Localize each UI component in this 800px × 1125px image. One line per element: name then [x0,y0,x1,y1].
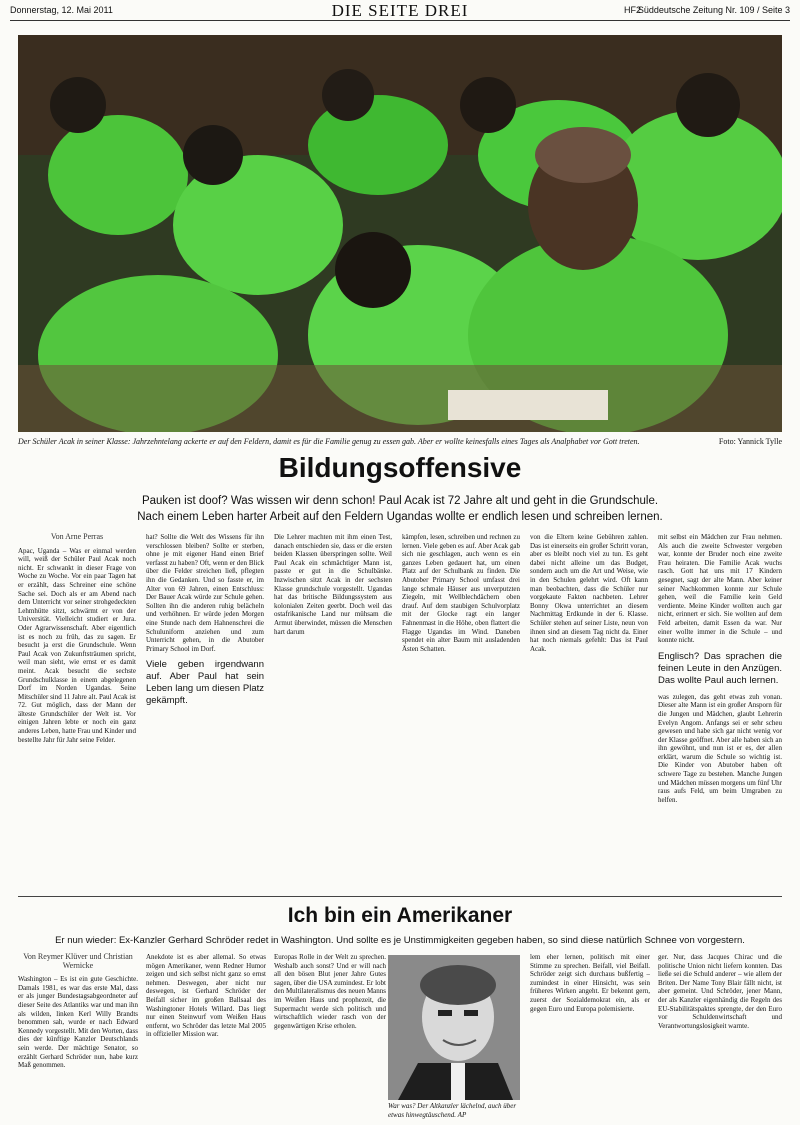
article-column-text: von die Eltern keine Gebühren zahlen. Das ist einerseits ein großer Schritt voran, aber es bleibt noch viel zu tun. Es geht dabei nicht alleine um das Budget, sondern auch um die Art und Weise, wie in den Schulen gelehrt wird. Oft kann man beobachten, dass die Schüler nur vorgekaute Fakten nachbeten. Lehrer Bonny Okwa unterrichtet an diesem Nachmittag Erdkunde in der 6. Klasse. Schüler stehen auf seiner Liste, neun von ihnen sind an diesem Tag nicht da. Einer hat noch niemals gefehlt: Das ist Paul Acak. [530,533,648,653]
article-column [658,533,782,888]
second-article-byline: Von Reymer Klüver und Christian Wernicke [23,953,133,970]
classroom-photo-illustration [18,35,782,432]
article-column [402,533,520,888]
article-column-text: mit selbst ein Mädchen zur Frau nehmen. Als auch die zweite Schwester vergeben war, konnte der Bruder noch eine zweite Frau heiraten. Die Familie Acak wuchs rasch. Gott hat uns mit 17 Kindern gesegnet, sagt der alte Mann. Aber keiner seiner Nachkommen konnte zur Schule gehen, weil die Familie kein Geld verdiente. Meine Kinder wollten auch gar nicht, erinnert er sich. Sie wollten auf dem Feld arbeiten, damit Essen da war. Nur einer wollte immer in die Schule – und konnte nicht. [658,533,782,645]
edition-code: HF2 [624,5,642,15]
article-column [274,953,386,1121]
article-column-text: hat? Sollte die Welt des Wissens für ihn verschlossen bleiben? Sollte er sterben, ohne je mit eigener Hand einen Brief verfasst zu haben? Oft, wenn er den Blick über die Felder streichen ließ, pflegten ihn die Gedanken. Und so fasste er, im Alter von 69 Jahren, einen Entschluss: Der Bauer Acak würde zur Schule gehen. Sollten ihn die anderen ruhig belächeln und verhöhnen. Er würde jeden Morgen eine Stunde nach dem Hahnenschrei die Schuluniform anziehen und zum Unterricht gehen, in die Abutober Primary School im Dorf. [146,533,264,653]
article-column-text: kämpfen, lesen, schreiben und rechnen zu lernen. Viele geben es auf. Aber Acak gab sich nie geschlagen, auch wenn es ein ganzes Leben gedauert hat, um einen Platz auf der Schulbank zu finden. Die Abutober Primary School umfasst drei lange schmale Häuser aus unverputzten Ziegeln, mit Wellblechdächern oben drauf. Auf dem staubigen Schulvorplatz mit der Glocke ragt ein langer Fahnenmast in die Höhe, oben flattert die Flagge Ugandas im Wind. Daneben spendet ein alter Baum mit ausladenden Ästen Schatten. [402,533,520,653]
article-headline: Bildungsoffensive [278,452,522,483]
article-column [530,953,650,1121]
photo-caption-text: Der Schüler Acak in seiner Klasse: Jahrzehntelang ackerte er auf den Feldern, damit es für die Familie genug zu essen gab. Aber er wollte keinesfalls eines Tages als Analphabet vor Gott treten. [18,437,640,446]
section-title: DIE SEITE DREI [331,1,469,20]
article-subhead-line-2: Nach einem Leben harter Arbeit auf den Feldern Ugandas wollte er endlich lesen und schreiben lernen. [137,511,663,523]
article-body [18,533,782,888]
pull-quote: Englisch? Das sprachen die feinen Leute in den Anzügen. Das wollte Paul auch lernen. [658,650,782,686]
article-column-text: lem eher lernen, politisch mit einer Stimme zu sprechen. Beifall, viel Beifall. Schröder zeigt sich durchaus bußfertig – zumindest in einer Hinsicht, was sein früheres Wirken angeht. Er bekennt gern, zuerst der Sozialdemokrat ein, als er gegen Euro und Europa polemisierte. [530,953,650,1013]
classroom-photo [18,35,782,432]
second-article-headline: Ich bin ein Amerikaner [287,904,513,927]
issue-date: Donnerstag, 12. Mai 2011 [10,5,113,15]
article-subhead-line-1: Pauken ist doof? Was wissen wir denn schon! Paul Acak ist 72 Jahre alt und geht in die Grundschule. [141,495,659,507]
portrait-illustration [388,955,520,1100]
article-column [274,533,392,888]
photo-caption [18,437,782,446]
article-column [146,953,266,1121]
article-column [18,953,138,1121]
second-article-subhead: Er nun wieder: Ex-Kanzler Gerhard Schröder redet in Washington. Und sollte es je Unstimmigkeiten gegeben haben, so sind diese natürlich Schnee von vorgestern. [55,935,745,946]
schroeder-portrait [388,955,520,1100]
article-column [530,533,648,888]
article-column-text: Apac, Uganda – Was er einmal werden will, weiß der Schüler Paul Acak noch nicht. Er schwankt in dieser Frage von Woche zu Woche. Vor ein paar Tagen hat er erzählt, dass Schreiner eine schöne Sache sei. Doch als er am Abend nach dem Unterricht vor seiner strohgedeckten Lehmhütte sitzt, schwärmt er von der Universität. Vielleicht studiert er Jura. Oder Agrarwissenschaft. Aber eigentlich ist es noch zu früh, das zu sagen. Er besucht ja erst die Grundschule. Wenn Paul Acak von Zukunftsträumen spricht, weil man sieht, wie ernst er es damit meint. Acak besucht die sechste Grundschulklasse in einem abgelegenen Dorf im Norden Ugandas. Seine Mitschüler sind 11 Jahre alt. Paul Acak ist 72. Gut möglich, dass der Mann der älteste Grundschüler der Welt ist. Vor einigen Jahren lebte er noch ein ganz anderes Leben, hatte Frau und Kinder und bestellte Jahr für Jahr seine Felder. [18,546,136,744]
pull-quote: Viele geben irgendwann auf. Aber Paul hat sein Leben lang um diesen Platz gekämpft. [146,659,264,707]
paper-issue-info: Süddeutsche Zeitung Nr. 109 / Seite 3 [637,5,790,15]
article-column-text: Die Lehrer machten mit ihm einen Test, danach entschieden sie, dass er die ersten beiden Klassen überspringen sollte. Weil Paul Acak ein schmächtiger Mann ist, passte er gut in die Schulbänke. Inzwischen sitzt Acak in der sechsten Klasse grundschule vorgestellt. Ugandas hat das britische Bildungssystem aus kolonialen Zeiten geerbt. Doch weil das ostafrikanische Land nur mühsam die Armut überwindet, müssen die Menschen hart darum [274,533,392,636]
portrait-caption: War was? Der Altkanzler lächelnd, auch über etwas hinwegtäuschend. AP [388,1102,517,1119]
article-column [658,953,782,1121]
article-column-text: was zulegen, das geht etwas zuh vonan. Dieser alte Mann ist ein großer Ansporn für die Jungen und Mädchen, glaubt Lehrerin Evelyn Angom. Anfangs sei er sehr scheu gewesen und habe sich gar nicht wenig vor der Klasse geöffnet. Aber alle haben sich an ihn gewöhnt, und nun ist er es, der allen erklärt, warum die Schule so wichtig ist. Die Kinder von Abutober haben oft schwere Tage zu bestehen. Manche Jungen und Mädchen müssen morgens um fünf Uhr raus aufs Feld, um beim Umgraben zu helfen. [658,692,782,804]
article-column-text: Washington – Es ist ein gute Geschichte. Damals 1981, es war das erste Mal, dass er als junger Bundestagsabgeordneter auf dieser Seite des Atlantiks war und man ihn als wilden, linken Kerl Willy Brandts benommen sah, wurde er nach Edward Kennedy vorgestellt. Mit den Worten, dass dies der künftige Kanzler Deutschlands sein werde. Der mächtige Senator, so erzählt Gerhard Schröder nun, habe kurz Maß genommen. [18,975,138,1070]
photo-credit: Foto: Yannick Tylle [718,437,782,446]
article-column-text: Anekdote ist es aber allemal. So etwas mögen Amerikaner, wenn Redner Humor zeigen und sich selbst nicht ganz so ernst nehmen. Deswegen, aber nicht nur deswegen, ist Gerhard Schröder der Beifall sicher im großen Ballsaal des Washingtoner Hotels Willard. Das liegt nur einen Steinwurf vom Weißen Haus entfernt, wo Schröder das letzte Mal 2005 in offizieller Mission war. [146,953,266,1039]
article-subhead [60,493,740,525]
page-header [10,2,790,21]
article-byline: Von Arne Perras [50,533,104,541]
article-column [146,533,264,888]
article-column-text: ger. Nur, dass Jacques Chirac und die politische Union nicht liefern konnten. Das ließe sei die Schuld anderer – wie allem der Briten. Der Name Tony Blair fällt nicht, ist aber gemeint. Und Schröder, jener Mann, der als Kanzler eigenhändig die Regeln des EU-Stabilitätspaktes sprengte, der den Euro vor Schuldenwirtschaft und Verantwortungslosigkeit warnte. [658,953,782,1030]
article-column [18,533,136,888]
section-divider [18,896,782,897]
article-column-text: Europas Rolle in der Welt zu sprechen. Weshalb auch sonst? Und er will nach all den bösen Blut jener Jahre Gutes sagen, über die USA zumindest. Er lobt den Multilateralismus des neuen Manns im Weißen Haus und prophezeit, die Supermacht werde sich politisch und wirtschaftlich wieder rasch von der gegenwärtigen Krise erholen. [274,953,386,1030]
